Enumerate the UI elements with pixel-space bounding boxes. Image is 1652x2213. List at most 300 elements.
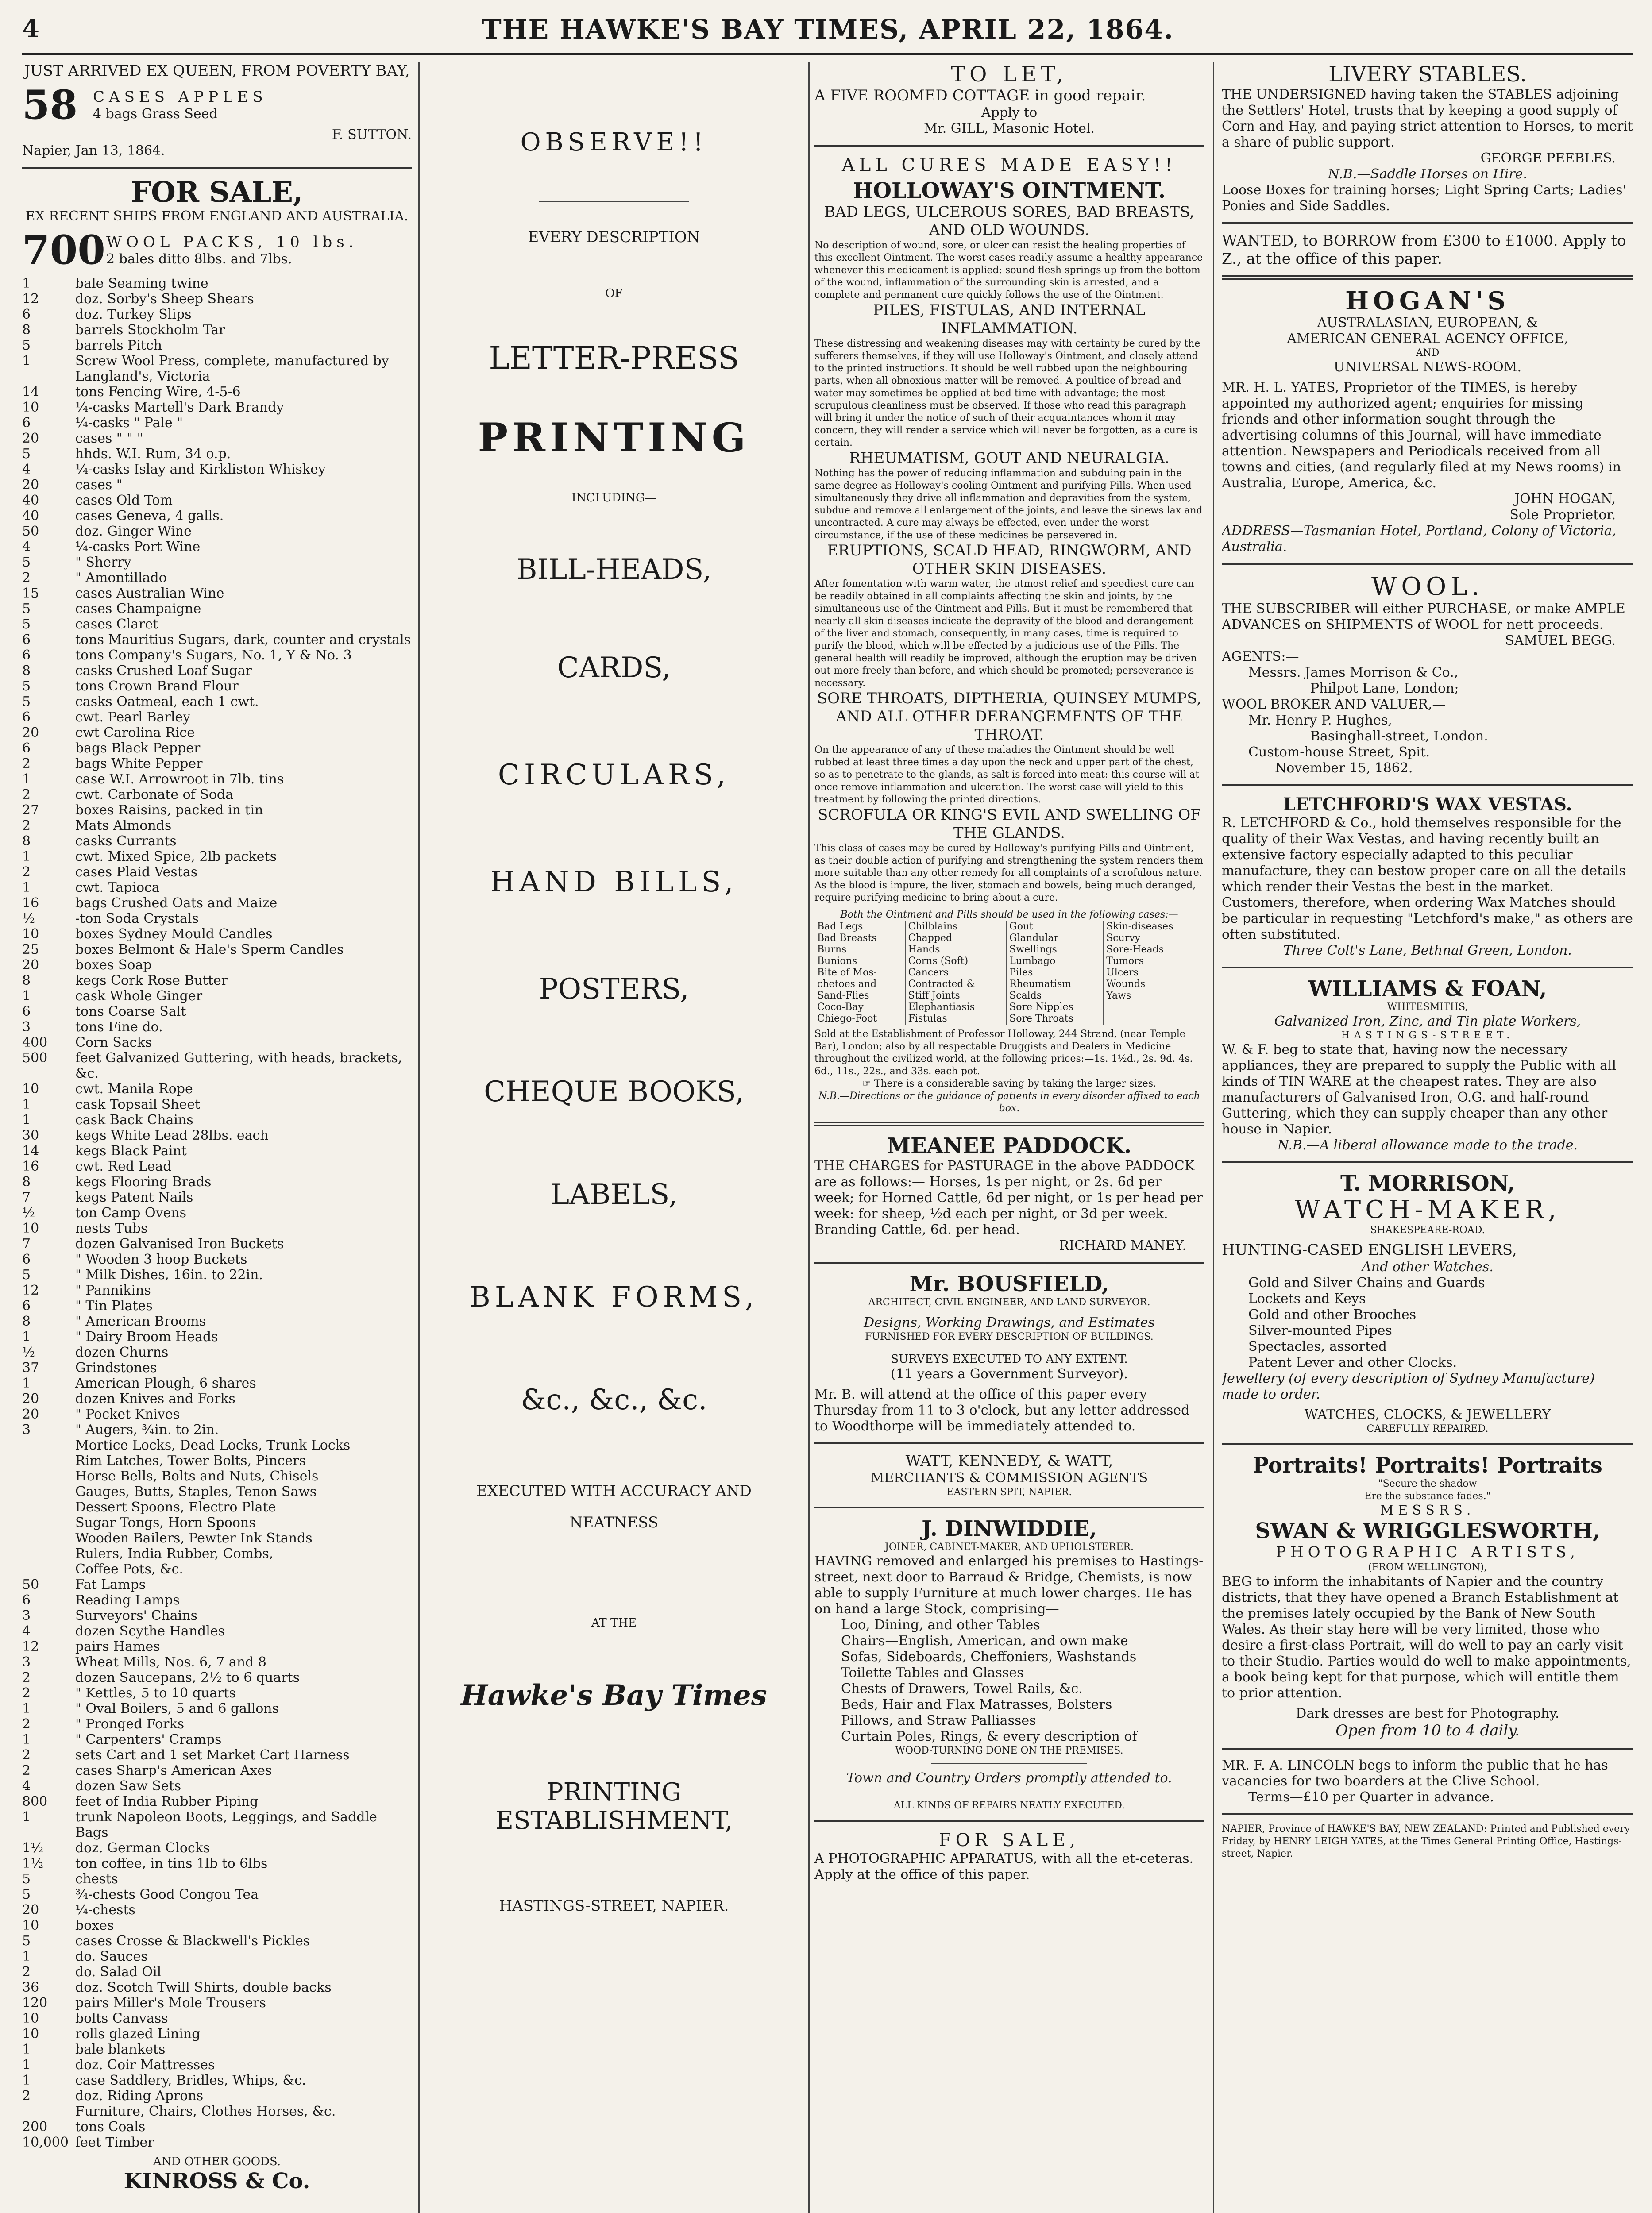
goods-description: cases Claret bbox=[75, 617, 158, 632]
goods-item bbox=[22, 1592, 412, 1608]
goods-description: Reading Lamps bbox=[75, 1592, 180, 1608]
page-number: 4 bbox=[22, 14, 39, 43]
newspaper-title: THE HAWKE'S BAY TIMES, APRIL 22, 1864. bbox=[482, 14, 1174, 45]
table-row bbox=[814, 990, 1204, 1002]
printing-line: PRINTING ESTABLISHMENT, bbox=[495, 1778, 733, 1835]
goods-description: Mats Almonds bbox=[75, 818, 172, 833]
divider bbox=[1222, 1161, 1633, 1163]
goods-quantity: 50 bbox=[22, 524, 39, 539]
goods-item bbox=[22, 694, 412, 709]
goods-quantity: 6 bbox=[22, 1592, 31, 1608]
table-cell: Rheumatism bbox=[1007, 979, 1104, 990]
printing-line: &c., &c., &c. bbox=[521, 1384, 707, 1416]
goods-item bbox=[22, 446, 412, 462]
goods-item bbox=[22, 1236, 412, 1252]
goods-item bbox=[22, 2088, 412, 2104]
table-cell: Contracted & bbox=[905, 979, 1007, 990]
goods-description: cases " bbox=[75, 477, 123, 493]
advert-title: WILLIAMS & FOAN, bbox=[1308, 976, 1547, 1001]
dinwiddie-advert bbox=[814, 1516, 1204, 1812]
divider bbox=[814, 1262, 1204, 1264]
goods-item bbox=[22, 1887, 412, 1902]
divider bbox=[1222, 1443, 1633, 1445]
advert-hours: Open from 10 to 4 daily. bbox=[1335, 1722, 1520, 1739]
advert-body: Mr. B. will attend at the office of this paper every Thursday from 11 to 3 o'clock, but any letter addressed to Woodthorpe will be immediately attended to. bbox=[814, 1387, 1190, 1434]
goods-item bbox=[22, 911, 412, 926]
advert-body: HAVING removed and enlarged his premises to Hastings-street, next door to Barraud & Bridge, Chemists, is now able to supply Furniture at much lower charges. He has on hand a large Stock, comprising— bbox=[814, 1554, 1204, 1617]
goods-quantity: 8 bbox=[22, 322, 31, 338]
goods-item bbox=[22, 926, 412, 942]
goods-quantity: 5 bbox=[22, 694, 31, 709]
goods-quantity: 8 bbox=[22, 1314, 31, 1329]
goods-item bbox=[22, 1097, 412, 1112]
goods-item bbox=[22, 322, 412, 338]
goods-description: rolls glazed Lining bbox=[75, 2026, 201, 2042]
goods-quantity: 1 bbox=[22, 2042, 31, 2057]
goods-quantity: 5 bbox=[22, 679, 31, 694]
printing-line: HAND BILLS, bbox=[490, 866, 738, 898]
goods-quantity: 1 bbox=[22, 1949, 31, 1964]
goods-description: ¼-casks Islay and Kirkliston Whiskey bbox=[75, 462, 326, 477]
goods-quantity: 1 bbox=[22, 1701, 31, 1716]
goods-item bbox=[22, 1995, 412, 2011]
list-item: Silver-mounted Pipes bbox=[1248, 1323, 1392, 1338]
apples-advert bbox=[22, 62, 412, 159]
goods-quantity: 120 bbox=[22, 1995, 48, 2011]
goods-description: ¼-chests bbox=[75, 1902, 135, 1918]
printer-imprint: NAPIER, Province of HAWKE'S BAY, NEW ZEALAND: Printed and Published every Friday, by HENRY LEIGH YATES, at the Times General Printing Office, Hastings-street, Napier. bbox=[1222, 1824, 1630, 1859]
printing-line: BILL-HEADS, bbox=[516, 553, 712, 586]
goods-description: ¼-casks " Pale " bbox=[75, 415, 183, 431]
advert-date: November 15, 1862. bbox=[1275, 760, 1413, 776]
advert-title: MEANEE PADDOCK. bbox=[887, 1133, 1132, 1158]
goods-description: " Dairy Broom Heads bbox=[75, 1329, 218, 1345]
goods-quantity: 15 bbox=[22, 586, 39, 601]
goods-item bbox=[22, 1360, 412, 1376]
goods-description: boxes Soap bbox=[75, 957, 152, 973]
table-cell: Bite of Mos- bbox=[817, 967, 877, 978]
goods-quantity: 8 bbox=[22, 663, 31, 679]
table-cell: Scurvy bbox=[1104, 933, 1204, 944]
goods-description: doz. Sorby's Sheep Shears bbox=[75, 291, 254, 307]
advert-line: Mr. Henry P. Hughes, bbox=[1248, 713, 1392, 728]
table-cell: Corns (Soft) bbox=[905, 956, 1007, 967]
goods-quantity: 4 bbox=[22, 1623, 31, 1639]
goods-description: cases " " " bbox=[75, 431, 143, 446]
goods-item bbox=[22, 1949, 412, 1964]
goods-item bbox=[22, 1902, 412, 1918]
goods-description: " Sherry bbox=[75, 555, 131, 570]
goods-item bbox=[22, 1840, 412, 1856]
goods-item bbox=[22, 942, 412, 957]
goods-item bbox=[22, 384, 412, 400]
table-cell: Hands bbox=[905, 944, 1007, 956]
goods-quantity: ½ bbox=[22, 911, 35, 926]
advert-paragraph: Sold at the Establishment of Professor Holloway, 244 Strand, (near Temple Bar), London; also by all respectable Druggists and Dealers in Medicine throughout the civilized world, at the following prices:—1s. 1½d., 2s. 9d. 4s. 6d., 11s., 22s., and 33s. each pot. bbox=[814, 1029, 1193, 1077]
goods-item bbox=[22, 493, 412, 508]
goods-quantity: 25 bbox=[22, 942, 39, 957]
advert-address: HASTINGS-STREET. bbox=[1341, 1030, 1514, 1041]
advert-signer: JOHN HOGAN, bbox=[1514, 491, 1616, 507]
goods-description: cwt. Mixed Spice, 2lb packets bbox=[75, 849, 277, 864]
printing-line: AT THE bbox=[591, 1616, 637, 1630]
divider bbox=[1222, 967, 1633, 968]
advert-headline: JUST ARRIVED EX QUEEN, FROM POVERTY BAY, bbox=[24, 62, 410, 80]
goods-quantity: 4 bbox=[22, 539, 31, 555]
goods-quantity: 1 bbox=[22, 771, 31, 787]
list-item: Chests of Drawers, Towel Rails, &c. bbox=[841, 1681, 1083, 1696]
morrison-advert bbox=[1222, 1171, 1633, 1435]
goods-item bbox=[22, 1469, 412, 1484]
advert-line: 2 bales ditto 8lbs. and 7lbs. bbox=[106, 251, 292, 267]
goods-description: kegs Black Paint bbox=[75, 1143, 187, 1159]
goods-item bbox=[22, 1701, 412, 1716]
table-cell: Gout bbox=[1007, 921, 1104, 933]
goods-description: tons Company's Sugars, No. 1, Y & No. 3 bbox=[75, 648, 352, 663]
goods-quantity: 10 bbox=[22, 2011, 39, 2026]
advert-address: Three Colt's Lane, Bethnal Green, London. bbox=[1283, 943, 1572, 958]
goods-item bbox=[22, 1159, 412, 1174]
goods-description: cwt. Carbonate of Soda bbox=[75, 787, 234, 802]
advert-address: ADDRESS—Tasmanian Hotel, Portland, Colony of Victoria, Australia. bbox=[1222, 523, 1617, 555]
advert-quote: Ere the substance fades." bbox=[1364, 1491, 1491, 1502]
goods-description: ¼-casks Port Wine bbox=[75, 539, 201, 555]
goods-item bbox=[22, 2042, 412, 2057]
advert-line: WOOD-TURNING DONE ON THE PREMISES. bbox=[895, 1745, 1123, 1756]
printing-line: NEATNESS bbox=[569, 1514, 659, 1531]
goods-description: cwt Carolina Rice bbox=[75, 725, 195, 740]
advert-subheading: MERCHANTS & COMMISSION AGENTS bbox=[870, 1470, 1148, 1486]
table-cell: Coco-Bay bbox=[817, 1002, 864, 1013]
goods-item bbox=[22, 1484, 412, 1500]
goods-quantity: 400 bbox=[22, 1035, 48, 1050]
goods-quantity: 4 bbox=[22, 1778, 31, 1794]
goods-quantity: 500 bbox=[22, 1050, 48, 1066]
goods-description: " Pocket Knives bbox=[75, 1407, 180, 1422]
goods-item bbox=[22, 1174, 412, 1190]
goods-item bbox=[22, 1391, 412, 1407]
goods-item bbox=[22, 973, 412, 988]
goods-description: Mortice Locks, Dead Locks, Trunk Locks bbox=[75, 1438, 351, 1453]
goods-quantity: 2 bbox=[22, 818, 31, 833]
goods-quantity: 2 bbox=[22, 756, 31, 771]
goods-description: tons Fine do. bbox=[75, 1019, 163, 1035]
goods-description: " Milk Dishes, 16in. to 22in. bbox=[75, 1267, 263, 1283]
table-caption: Both the Ointment and Pills should be used in the following cases:— bbox=[840, 909, 1178, 920]
goods-quantity: 1 bbox=[22, 1097, 31, 1112]
goods-item bbox=[22, 307, 412, 322]
advert-subheading: AUSTRALASIAN, EUROPEAN, & bbox=[1317, 315, 1538, 331]
printing-observe: OBSERVE!! bbox=[520, 128, 708, 157]
goods-item bbox=[22, 1298, 412, 1314]
goods-quantity: 12 bbox=[22, 291, 39, 307]
newspaper-name: Hawke's Bay Times bbox=[461, 1679, 767, 1712]
goods-item bbox=[22, 1004, 412, 1019]
printing-address: HASTINGS-STREET, NAPIER. bbox=[499, 1897, 729, 1915]
goods-quantity: 3 bbox=[22, 1654, 31, 1670]
column-1 bbox=[22, 62, 412, 2213]
table-cell: Fistulas bbox=[905, 1013, 1007, 1025]
goods-quantity: 30 bbox=[22, 1128, 39, 1143]
goods-description: cask Whole Ginger bbox=[75, 988, 203, 1004]
goods-description: cases Old Tom bbox=[75, 493, 173, 508]
advert-title: WOOL. bbox=[1371, 572, 1484, 601]
printing-line: LABELS, bbox=[550, 1178, 678, 1211]
goods-item bbox=[22, 709, 412, 725]
goods-description: feet Timber bbox=[75, 2135, 154, 2150]
divider bbox=[1222, 563, 1633, 565]
advert-subheading: SCROFULA OR KING'S EVIL AND SWELLING OF THE GLANDS. bbox=[818, 806, 1201, 842]
table-row bbox=[814, 1013, 1204, 1025]
goods-quantity: 10 bbox=[22, 2026, 39, 2042]
goods-item bbox=[22, 1438, 412, 1453]
advert-body: W. & F. beg to state that, having now the necessary appliances, they are prepared to supply the Public with all kinds of TIN WARE at the cheapest rates. They are also manufacturers of Galvanised Iron, O.G. and half-round Guttering, which they can supply cheaper than any other house in Napier. bbox=[1222, 1042, 1617, 1137]
goods-description: dozen Scythe Handles bbox=[75, 1623, 225, 1639]
printing-line: POSTERS, bbox=[539, 973, 689, 1006]
goods-quantity: 4 bbox=[22, 462, 31, 477]
goods-description: boxes Raisins, packed in tin bbox=[75, 802, 263, 818]
goods-description: Grindstones bbox=[75, 1360, 157, 1376]
goods-item bbox=[22, 1980, 412, 1995]
advert-note: N.B.—A liberal allowance made to the trade. bbox=[1277, 1137, 1578, 1153]
goods-description: cases Geneva, 4 galls. bbox=[75, 508, 224, 524]
watch-items-list bbox=[1222, 1275, 1633, 1371]
goods-item bbox=[22, 1732, 412, 1747]
advert-body: MR. F. A. LINCOLN begs to inform the public that he has vacancies for two boarders at the Clive School. bbox=[1222, 1758, 1608, 1789]
advert-subheading: RHEUMATISM, GOUT AND NEURALGIA. bbox=[849, 449, 1170, 467]
goods-description: Horse Bells, Bolts and Nuts, Chisels bbox=[75, 1469, 319, 1484]
table-cell: Yaws bbox=[1104, 990, 1204, 1002]
goods-quantity: 16 bbox=[22, 895, 39, 911]
goods-item bbox=[22, 1608, 412, 1623]
advert-subheading: UNIVERSAL NEWS-ROOM. bbox=[1333, 359, 1521, 375]
advert-line: 4 bags Grass Seed bbox=[93, 106, 218, 122]
goods-quantity: 10,000 bbox=[22, 2135, 69, 2150]
advert-subheading: PILES, FISTULAS, AND INTERNAL INFLAMMATION. bbox=[873, 301, 1146, 337]
goods-description: case W.I. Arrowroot in 7lb. tins bbox=[75, 771, 284, 787]
goods-quantity: 3 bbox=[22, 1608, 31, 1623]
goods-description: " Augers, ¾in. to 2in. bbox=[75, 1422, 219, 1438]
goods-item bbox=[22, 601, 412, 617]
table-cell: Stiff Joints bbox=[905, 990, 1007, 1002]
goods-quantity: 20 bbox=[22, 957, 39, 973]
advert-quantity: 58 bbox=[22, 81, 78, 128]
advert-line: Basinghall-street, London. bbox=[1310, 729, 1488, 744]
goods-description: case Saddlery, Bridles, Whips, &c. bbox=[75, 2073, 306, 2088]
goods-quantity: 50 bbox=[22, 1577, 39, 1592]
table-cell: chetoes and bbox=[817, 979, 877, 990]
divider bbox=[1222, 1813, 1633, 1815]
goods-description: feet of India Rubber Piping bbox=[75, 1794, 259, 1809]
advert-line: CAREFULLY REPAIRED. bbox=[1366, 1423, 1489, 1434]
goods-description: " Pannikins bbox=[75, 1283, 151, 1298]
advert-line: FURNISHED FOR EVERY DESCRIPTION OF BUILDINGS. bbox=[865, 1331, 1154, 1342]
goods-quantity: 1 bbox=[22, 2057, 31, 2073]
goods-item bbox=[22, 400, 412, 415]
goods-quantity: 7 bbox=[22, 1190, 31, 1205]
goods-quantity: 200 bbox=[22, 2119, 48, 2135]
goods-quantity: 8 bbox=[22, 833, 31, 849]
goods-description: bags Crushed Oats and Maize bbox=[75, 895, 278, 911]
goods-description: bale blankets bbox=[75, 2042, 166, 2057]
printing-headline: PRINTING bbox=[478, 414, 750, 461]
goods-description: " Kettles, 5 to 10 quarts bbox=[75, 1685, 236, 1701]
goods-item bbox=[22, 2026, 412, 2042]
goods-quantity: ½ bbox=[22, 1205, 35, 1221]
goods-quantity: 10 bbox=[22, 400, 39, 415]
goods-quantity: 6 bbox=[22, 632, 31, 648]
goods-quantity: 2 bbox=[22, 1747, 31, 1763]
advert-title: WATT, KENNEDY, & WATT, bbox=[905, 1452, 1113, 1470]
goods-item bbox=[22, 617, 412, 632]
goods-item bbox=[22, 1050, 412, 1081]
meanee-advert bbox=[814, 1133, 1204, 1254]
goods-item bbox=[22, 1500, 412, 1515]
goods-item bbox=[22, 818, 412, 833]
goods-item bbox=[22, 1778, 412, 1794]
list-item: Patent Lever and other Clocks. bbox=[1248, 1355, 1457, 1370]
advert-signer: RICHARD MANEY. bbox=[1059, 1238, 1186, 1253]
photographic-sale-advert bbox=[814, 1830, 1204, 1883]
goods-quantity: 6 bbox=[22, 1298, 31, 1314]
goods-description: Rim Latches, Tower Bolts, Pincers bbox=[75, 1453, 306, 1469]
list-item: Curtain Poles, Rings, & every description of bbox=[841, 1729, 1137, 1744]
goods-item bbox=[22, 1794, 412, 1809]
goods-item bbox=[22, 1205, 412, 1221]
list-item: Loo, Dining, and other Tables bbox=[841, 1617, 1040, 1633]
goods-description: Coffee Pots, &c. bbox=[75, 1561, 183, 1577]
advert-title: T. MORRISON, bbox=[1340, 1171, 1515, 1196]
goods-item bbox=[22, 1035, 412, 1050]
to-let-advert bbox=[814, 62, 1204, 137]
goods-item bbox=[22, 1871, 412, 1887]
advert-line: Jewellery (of every description of Sydney Manufacture) made to order. bbox=[1222, 1371, 1595, 1402]
goods-description: barrels Pitch bbox=[75, 338, 162, 353]
table-cell: Sand-Flies bbox=[817, 990, 869, 1001]
goods-quantity: 14 bbox=[22, 384, 39, 400]
advert-title: J. DINWIDDIE, bbox=[922, 1516, 1097, 1541]
goods-description: dozen Galvanised Iron Buckets bbox=[75, 1236, 284, 1252]
goods-quantity: 1 bbox=[22, 849, 31, 864]
advert-subheading: AMERICAN GENERAL AGENCY OFFICE, bbox=[1287, 331, 1568, 347]
printing-line: EXECUTED WITH ACCURACY AND bbox=[476, 1482, 752, 1500]
goods-description: cwt. Tapioca bbox=[75, 880, 160, 895]
advert-body: Loose Boxes for training horses; Light Spring Carts; Ladies' Ponies and Side Saddles. bbox=[1222, 182, 1626, 214]
goods-description: Corn Sacks bbox=[75, 1035, 152, 1050]
goods-item bbox=[22, 1685, 412, 1701]
masthead bbox=[22, 12, 1633, 55]
divider bbox=[1222, 1748, 1633, 1750]
goods-description: kegs Flooring Brads bbox=[75, 1174, 212, 1190]
goods-item bbox=[22, 1763, 412, 1778]
advert-subheading: ERUPTIONS, SCALD HEAD, RINGWORM, AND OTHER SKIN DISEASES. bbox=[827, 542, 1192, 578]
column-rule bbox=[418, 62, 420, 2213]
watt-advert bbox=[814, 1452, 1204, 1499]
divider bbox=[1222, 222, 1633, 224]
advert-line: Messrs. James Morrison & Co., bbox=[1248, 665, 1459, 680]
table-cell: Sore Nipples bbox=[1007, 1002, 1104, 1013]
table-row bbox=[814, 967, 1204, 979]
goods-item bbox=[22, 787, 412, 802]
goods-quantity: 1 bbox=[22, 276, 31, 291]
advert-line: AGENTS:— bbox=[1222, 649, 1299, 664]
goods-item bbox=[22, 1561, 412, 1577]
advert-subheading: SORE THROATS, DIPTHERIA, QUINSEY MUMPS, AND ALL OTHER DERANGEMENTS OF THE THROAT. bbox=[817, 690, 1202, 744]
goods-description: dozen Saw Sets bbox=[75, 1778, 181, 1794]
advert-signer: Sole Proprietor. bbox=[1509, 507, 1616, 523]
goods-description: bale Seaming twine bbox=[75, 276, 208, 291]
table-cell: Burns bbox=[817, 944, 847, 955]
advert-subheading: JOINER, CABINET-MAKER, AND UPHOLSTERER. bbox=[885, 1542, 1134, 1553]
wool-advert bbox=[1222, 573, 1633, 776]
goods-quantity: 800 bbox=[22, 1794, 48, 1809]
goods-description: Rulers, India Rubber, Combs, bbox=[75, 1546, 274, 1561]
goods-item bbox=[22, 725, 412, 740]
goods-description: cask Topsail Sheet bbox=[75, 1097, 201, 1112]
advert-title: FOR SALE, bbox=[131, 176, 303, 209]
goods-item bbox=[22, 895, 412, 911]
goods-quantity: 2 bbox=[22, 1685, 31, 1701]
printing-line: CHEQUE BOOKS, bbox=[484, 1076, 744, 1108]
goods-description: do. Salad Oil bbox=[75, 1964, 162, 1980]
printing-line: INCLUDING— bbox=[571, 491, 656, 505]
goods-item bbox=[22, 1515, 412, 1531]
advert-firm: SWAN & WRIGGLESWORTH, bbox=[1255, 1519, 1600, 1543]
goods-description: doz. Riding Aprons bbox=[75, 2088, 204, 2104]
goods-description: kegs Patent Nails bbox=[75, 1190, 193, 1205]
goods-description: tons Crown Brand Flour bbox=[75, 679, 239, 694]
goods-description: ton coffee, in tins 1lb to 6lbs bbox=[75, 1856, 268, 1871]
goods-item bbox=[22, 2104, 412, 2119]
hogan-advert bbox=[1222, 287, 1633, 555]
goods-description: do. Sauces bbox=[75, 1949, 148, 1964]
advert-line: Apply at the office of this paper. bbox=[814, 1867, 1030, 1882]
table-cell bbox=[1104, 1013, 1204, 1025]
advert-signer: SAMUEL BEGG. bbox=[1505, 633, 1616, 648]
goods-description: " Amontillado bbox=[75, 570, 167, 586]
table-cell bbox=[1104, 1002, 1204, 1013]
goods-quantity: 20 bbox=[22, 431, 39, 446]
list-item: Sofas, Sideboards, Cheffoniers, Washstands bbox=[841, 1649, 1137, 1665]
advert-body: THE CHARGES for PASTURAGE in the above PADDOCK are as follows:— Horses, 1s per night, or 2s. 6d per week; for Horned Cattle, 6d per night, or 1s per head per week: for sheep, ½d each per night, or 3d per week. Branding Cattle, 6d. per head. bbox=[814, 1158, 1203, 1238]
kinross-sale-advert bbox=[22, 177, 412, 2194]
goods-item bbox=[22, 1577, 412, 1592]
goods-item bbox=[22, 833, 412, 849]
goods-description: doz. Scotch Twill Shirts, double backs bbox=[75, 1980, 332, 1995]
goods-item bbox=[22, 2073, 412, 2088]
table-row bbox=[814, 979, 1204, 990]
advert-address: EASTERN SPIT, NAPIER. bbox=[946, 1487, 1072, 1498]
printing-line: CIRCULARS, bbox=[498, 759, 730, 791]
list-item: Gold and Silver Chains and Guards bbox=[1248, 1275, 1485, 1291]
goods-item bbox=[22, 462, 412, 477]
goods-item bbox=[22, 1716, 412, 1732]
printing-line: OF bbox=[605, 287, 623, 300]
goods-item bbox=[22, 1081, 412, 1097]
goods-quantity: 5 bbox=[22, 1933, 31, 1949]
letchford-advert bbox=[1222, 794, 1633, 959]
table-cell: Scalds bbox=[1007, 990, 1104, 1002]
advert-address: SHAKESPEARE-ROAD. bbox=[1370, 1225, 1485, 1236]
advert-paragraph: No description of wound, sore, or ulcer can resist the healing properties of this excellent Ointment. The worst cases readily assume a healthy appearance whenever this medicament is applied: sound flesh springs up from the bottom of the wound, inflammation of the surrounding skin is arrested, and a complete and permanent cure quickly follows the use of the Ointment. bbox=[814, 240, 1203, 301]
goods-description: tons Coarse Salt bbox=[75, 1004, 186, 1019]
goods-item bbox=[22, 679, 412, 694]
advert-subheading: BAD LEGS, ULCEROUS SORES, BAD BREASTS, AND OLD WOUNDS. bbox=[824, 203, 1194, 239]
goods-description: " American Brooms bbox=[75, 1314, 206, 1329]
goods-quantity: 1 bbox=[22, 880, 31, 895]
goods-item bbox=[22, 740, 412, 756]
goods-description: nests Tubs bbox=[75, 1221, 148, 1236]
